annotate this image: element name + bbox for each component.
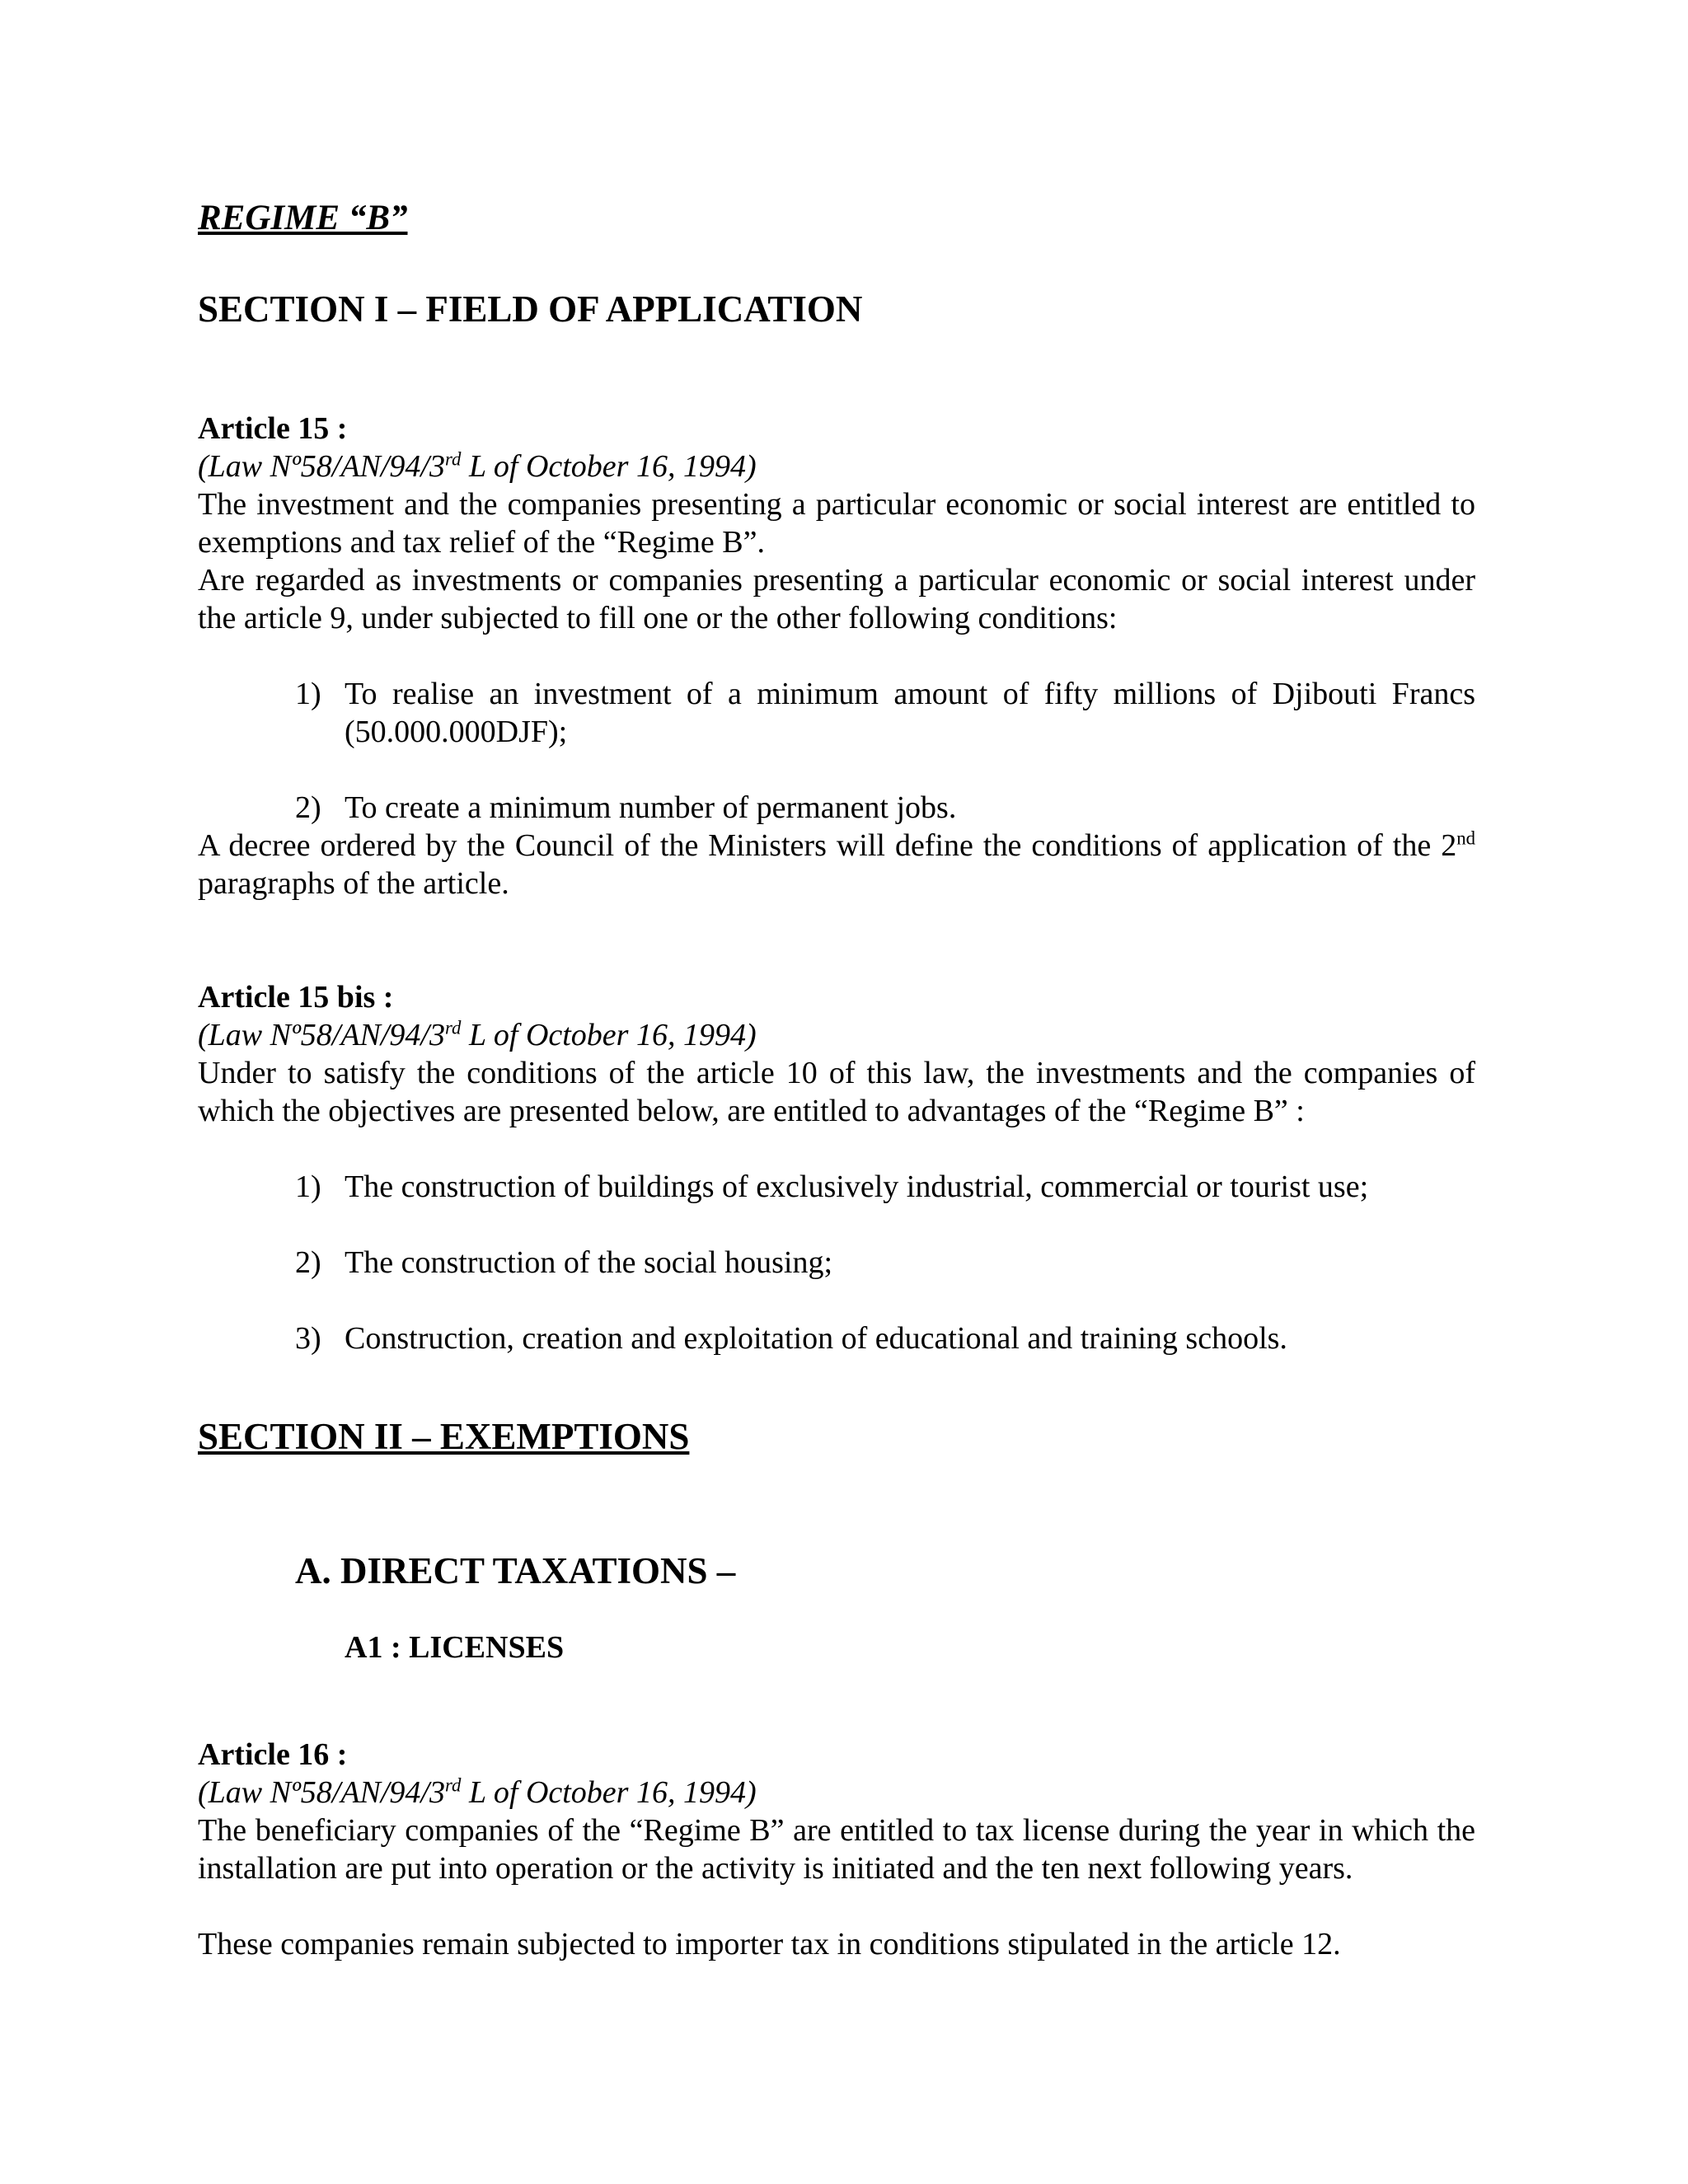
article-15-paragraph-1: The investment and the companies presenting a particular economic or social interest are entitled to exemptions and tax relief of the “Regime B”. [198,487,1475,560]
article-15-bis-law-ref: (Law Nº58/AN/94/3rd L of October 16, 1994) [198,1017,757,1052]
article-15-conditions-list [198,675,1475,827]
article-16-title: Article 16 : [198,1737,348,1772]
article-16 [198,1736,1475,1963]
article-15-law-ref: (Law Nº58/AN/94/3rd L of October 16, 1994) [198,448,757,484]
article-15-paragraph-2: Are regarded as investments or companies presenting a particular economic or social interest under the article 9, under subjected to fill one or the other following conditions: [198,563,1475,635]
subsection-a1-title: A1 : LICENSES [345,1630,565,1665]
list-item: 1) To realise an investment of a minimum amount of fifty millions of Djibouti Francs (50.000.000DJF); [295,677,1475,749]
list-item: 1) The construction of buildings of exclusively industrial, commercial or tourist use; [295,1169,1369,1204]
article-15-bis-paragraph-1: Under to satisfy the conditions of the article 10 of this law, the investments and the companies of which the objectives are presented below, are entitled to advantages of the “Regime B” : [198,1056,1475,1128]
article-15-title: Article 15 : [198,411,348,446]
article-15-bis [198,978,1475,1357]
section-1-title: SECTION I – FIELD OF APPLICATION [198,288,863,330]
list-item: 3) Construction, creation and exploitation of educational and training schools. [295,1321,1287,1356]
regime-title: REGIME “B” [198,199,408,237]
article-16-law-ref: (Law Nº58/AN/94/3rd L of October 16, 1994) [198,1774,757,1810]
article-16-paragraph-2: These companies remain subjected to importer tax in conditions stipulated in the article 12. [198,1927,1341,1961]
subsection-a-title: A. DIRECT TAXATIONS – [295,1550,736,1591]
article-15 [198,410,1475,902]
list-item: 2) The construction of the social housing; [295,1245,833,1280]
list-item: 2) To create a minimum number of permanent jobs. [295,790,957,825]
article-16-paragraph-1: The beneficiary companies of the “Regime B” are entitled to tax license during the year in which the installation are put into operation or the activity is initiated and the ten next following years. [198,1813,1475,1886]
article-15-bis-objectives-list [198,1168,1475,1357]
article-15-decree-note: A decree ordered by the Council of the Ministers will define the conditions of application of the 2nd paragraphs of the article. [198,827,1475,901]
document-body [198,194,1475,1963]
article-15-bis-title: Article 15 bis : [198,980,394,1015]
section-2-title: SECTION II – EXEMPTIONS [198,1416,690,1457]
